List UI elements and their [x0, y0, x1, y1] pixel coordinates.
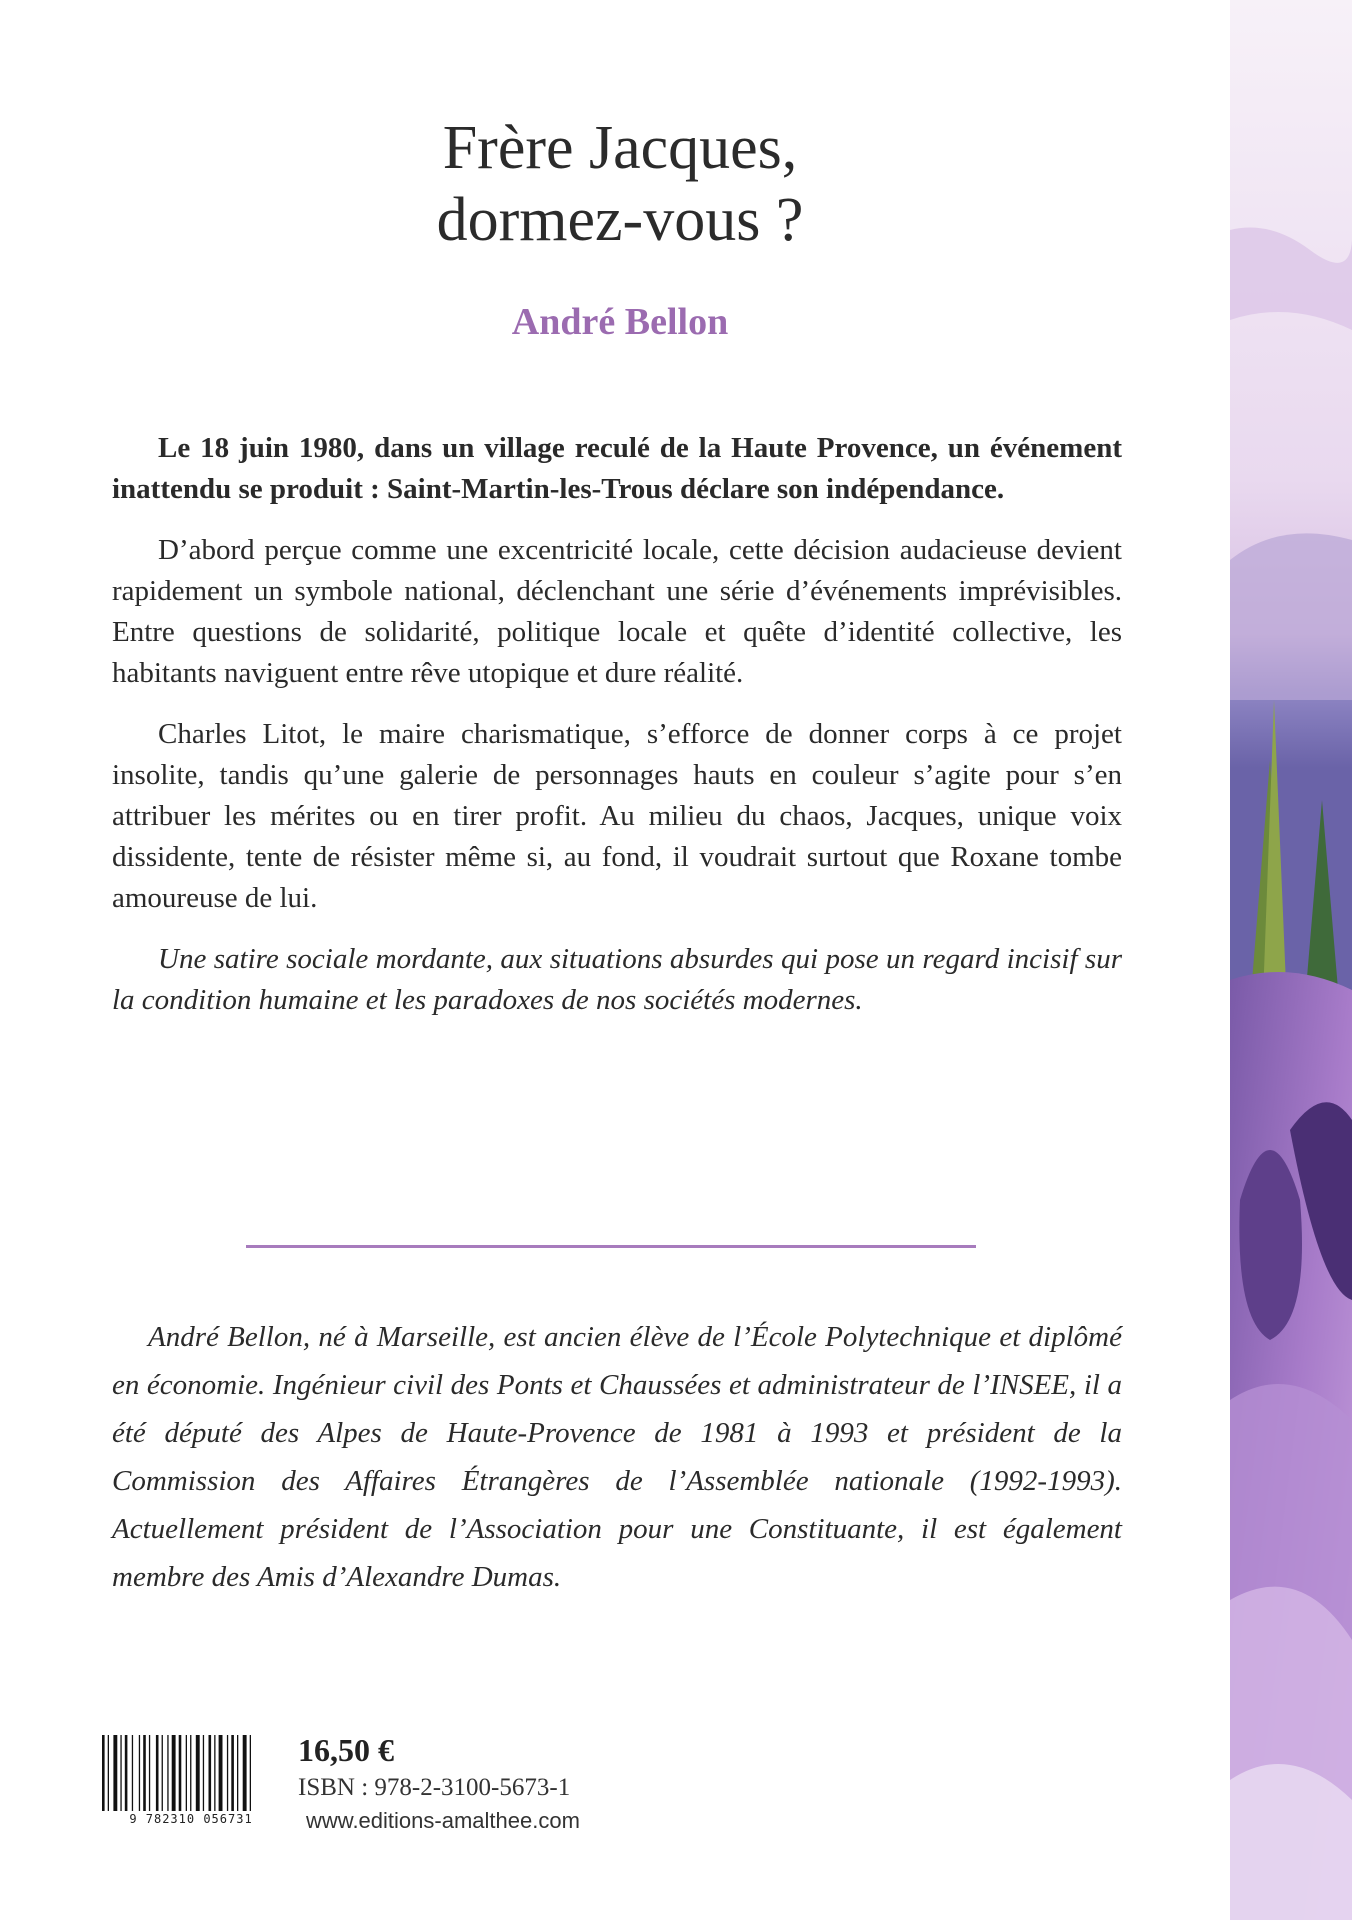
summary-lead-paragraph: Le 18 juin 1980, dans un village reculé de la Haute Provence, un événement inattendu se produit : Saint-Martin-les-Trous déclare son indépendance. [112, 432, 1122, 505]
book-title-line-1: Frère Jacques, [442, 114, 798, 182]
book-title-line-2: dormez-vous ? [436, 186, 804, 254]
barcode-bar [196, 1735, 200, 1811]
publisher-website: www.editions-amalthee.com [306, 1808, 580, 1833]
barcode-bar [120, 1735, 121, 1811]
barcode-bar [125, 1735, 128, 1811]
isbn-barcode [100, 1735, 282, 1843]
author-name: André Bellon [511, 301, 729, 343]
barcode-bar [190, 1735, 191, 1811]
barcode-bar [186, 1735, 187, 1811]
barcode-bar [203, 1735, 204, 1811]
barcode-bar [209, 1735, 212, 1811]
barcode-bar [162, 1735, 163, 1811]
book-title [300, 112, 940, 256]
barcode-bar [227, 1735, 228, 1811]
barcode-bar [149, 1735, 150, 1811]
barcode-bar [172, 1735, 176, 1811]
barcode-bar [237, 1735, 238, 1811]
summary-paragraph: D’abord perçue comme une excentricité locale, cette décision audacieuse devient rapidement un symbole national, déclenchant une série d’événements imprévisibles. Entre questions de solidarité, politique locale et quête d’identité collective, les habitants naviguent entre rêve utopique et dure réalité. [112, 534, 1122, 689]
barcode-bar [108, 1735, 109, 1811]
barcode-bar [143, 1735, 146, 1811]
barcode-bar [167, 1735, 168, 1811]
barcode-bar [132, 1735, 133, 1811]
barcode-bar [179, 1735, 182, 1811]
isbn-number: ISBN : 978-2-3100-5673-1 [298, 1774, 571, 1801]
barcode-bar [250, 1735, 251, 1811]
barcode-bar [219, 1735, 223, 1811]
book-summary [112, 428, 1122, 1041]
barcode-digits: 9 782310 056731 [129, 1812, 253, 1826]
barcode-bar [243, 1735, 247, 1811]
section-divider [246, 1245, 976, 1248]
summary-paragraph: Charles Litot, le maire charismatique, s’efforce de donner corps à ce projet insolite, tandis qu’une galerie de personnages hauts en couleur s’agite pour s’en attribuer les mérites ou en tirer profit. Au milieu du chaos, Jacques, unique voix dissidente, tente de résister même si, au fond, il voudrait surtout que Roxane tombe amoureuse de lui. [112, 718, 1122, 914]
barcode-bar [156, 1735, 159, 1811]
barcode-bar [139, 1735, 140, 1811]
barcode-bar [231, 1735, 234, 1811]
barcode-bar [214, 1735, 215, 1811]
barcode-bar [113, 1735, 117, 1811]
barcode-bar [102, 1735, 105, 1811]
price: 16,50 € [298, 1732, 394, 1768]
lavender-field-illustration [1230, 0, 1352, 1920]
summary-tagline: Une satire sociale mordante, aux situations absurdes qui pose un regard incisif sur la condition humaine et les paradoxes de nos sociétés modernes. [112, 943, 1122, 1016]
author-biography: André Bellon, né à Marseille, est ancien élève de l’École Polytechnique et diplômé en économie. Ingénieur civil des Ponts et Chaussées et administrateur de l’INSEE, il a été député des Alpes de Haute-Provence de 1981 à 1993 et président de la Commission des Affaires Étrangères de l’Assemblée nationale (1992-1993). Actuellement président de l’Association pour une Constituante, il est également membre des Amis d’Alexandre Dumas. [112, 1321, 1122, 1593]
